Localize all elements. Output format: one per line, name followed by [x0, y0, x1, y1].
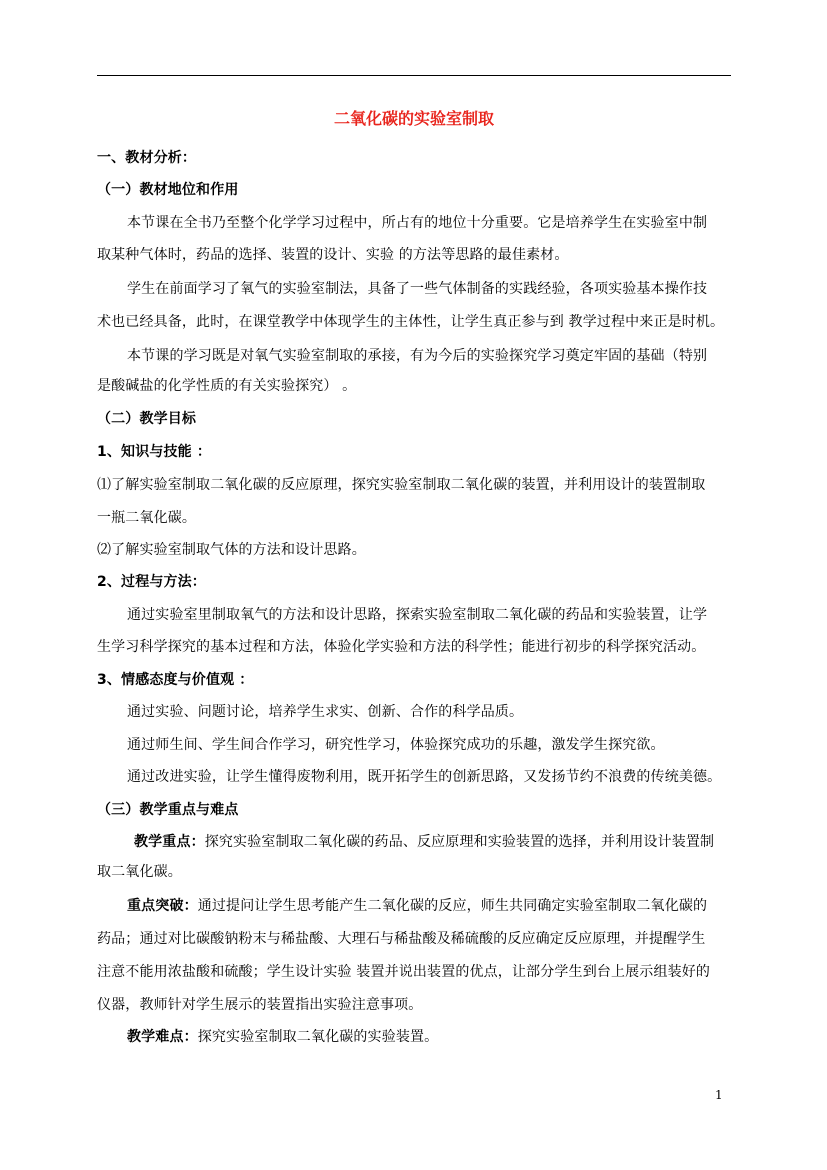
- paragraph-line: 生学习科学探究的基本过程和方法，体验化学实验和方法的科学性；能进行初步的科学探究活动。: [97, 639, 706, 655]
- section-heading-analysis: 一、教材分析：: [97, 150, 197, 166]
- paragraph-line: 仪器，教师针对学生展示的装置指出实验注意事项。: [97, 997, 423, 1013]
- paragraph-line: [127, 896, 707, 916]
- paragraph-line: 通过实验、问题讨论，培养学生求实、创新、合作的科学品质。: [127, 704, 524, 720]
- subsection-heading-keypoints: （三）教学重点与难点: [97, 802, 239, 818]
- paragraph-line: 通过实验室里制取氧气的方法和设计思路，探索实验室制取二氧化碳的药品和实验装置，让学: [127, 607, 708, 623]
- difficulty-label: 教学难点：: [127, 1029, 198, 1045]
- paragraph-line: 本节课的学习既是对氧气实验室制取的承接，有为今后的实验探究学习奠定牢固的基础（特别: [127, 348, 708, 364]
- paragraph-line: 药品；通过对比碳酸钠粉末与稀盐酸、大理石与稀盐酸及稀硫酸的反应确定反应原理，并提醒学生: [97, 931, 706, 947]
- breakthrough-text: 通过提问让学生思考能产生二氧化碳的反应，师生共同确定实验室制取二氧化碳的: [197, 898, 708, 914]
- paragraph-line: 是酸碱盐的化学性质的有关实验探究） 。: [97, 378, 357, 394]
- subsection-heading-status: （一）教材地位和作用: [97, 182, 239, 198]
- paragraph-line: 通过师生间、学生间合作学习，研究性学习，体验探究成功的乐趣，激发学生探究欲。: [127, 737, 665, 753]
- paragraph-line: 学生在前面学习了氧气的实验室制法，具备了一些气体制备的实践经验，各项实验基本操作技: [127, 281, 708, 297]
- paragraph-line: [134, 832, 714, 852]
- list-item-line: ⑵了解实验室制取气体的方法和设计思路。: [97, 542, 366, 558]
- paragraph-line: 注意不能用浓盐酸和硫酸；学生设计实验 装置并说出装置的优点，让部分学生到台上展示组装好的: [97, 964, 711, 980]
- list-item-line: 一瓶二氧化碳。: [97, 510, 197, 526]
- header-rule: [97, 75, 731, 76]
- list-item-line: ⑴了解实验室制取二氧化碳的反应原理，探究实验室制取二氧化碳的装置，并利用设计的装置制取: [97, 477, 706, 493]
- paragraph-line: 本节课在全书乃至整个化学学习过程中，所占有的地位十分重要。它是培养学生在实验室中制: [127, 215, 708, 231]
- goal-heading-attitude: 3、情感态度与价值观 ：: [97, 672, 254, 688]
- difficulty-text: 探究实验室制取二氧化碳的实验装置。: [197, 1029, 439, 1045]
- breakthrough-label: 重点突破：: [127, 898, 198, 914]
- paragraph-line: 取某种气体时，药品的选择、装置的设计、实验 的方法等思路的最佳素材。: [97, 247, 569, 263]
- key-label: 教学重点：: [134, 834, 205, 850]
- page-title: 二氧化碳的实验室制取: [333, 109, 494, 128]
- key-text: 探究实验室制取二氧化碳的药品、反应原理和实验装置的选择，并利用设计装置制: [204, 834, 715, 850]
- paragraph-line: 通过改进实验，让学生懂得废物利用，既开拓学生的创新思路，又发扬节约不浪费的传统美德。: [127, 769, 722, 785]
- subsection-heading-goals: （二）教学目标: [97, 411, 197, 427]
- paragraph-line: 取二氧化碳。: [97, 864, 182, 880]
- goal-heading-process: 2、过程与方法：: [97, 574, 206, 590]
- paragraph-line: 术也已经具备，此时，在课堂教学中体现学生的主体性，让学生真正参与到 教学过程中来正是时机。: [97, 314, 725, 330]
- page-number: 1: [715, 1088, 723, 1102]
- paragraph-line: [127, 1027, 438, 1047]
- goal-heading-knowledge: 1、知识与技能 ：: [97, 444, 211, 460]
